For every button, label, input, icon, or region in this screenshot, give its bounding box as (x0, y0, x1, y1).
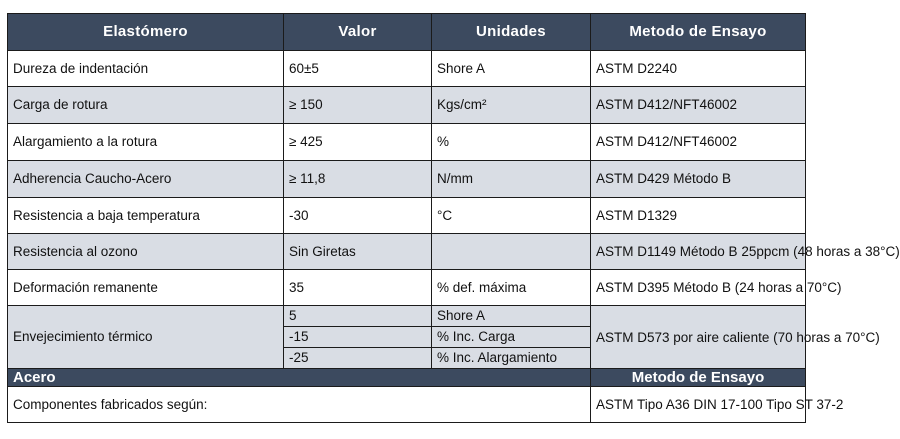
value-cell: ≥ 11,8 (284, 161, 432, 198)
property-cell: Resistencia a baja temperatura (8, 198, 284, 234)
header-unidades: Unidades (432, 14, 591, 51)
table-row (8, 234, 806, 270)
method-cell: ASTM D412/NFT46002 (591, 87, 806, 124)
steel-method-cell: ASTM Tipo A36 DIN 17-100 Tipo ST 37-2 (591, 387, 806, 423)
header-valor: Valor (284, 14, 432, 51)
steel-header: Acero (8, 369, 591, 387)
property-cell: Dureza de indentación (8, 51, 284, 87)
value-cell: ≥ 425 (284, 124, 432, 161)
property-cell: Deformación remanente (8, 270, 284, 306)
steel-row (8, 387, 806, 423)
property-cell: Carga de rotura (8, 87, 284, 124)
table-row (8, 124, 806, 161)
spec-table-container (7, 13, 900, 423)
header-elastomero: Elastómero (8, 14, 284, 51)
aging-method-cell: ASTM D573 por aire caliente (70 horas a 70°C) (591, 306, 806, 369)
aging-row (8, 306, 806, 327)
unit-cell: N/mm (432, 161, 591, 198)
aging-unit-cell: Shore A (432, 306, 591, 327)
aging-value-cell: -25 (284, 348, 432, 369)
steel-method-header: Metodo de Ensayo (591, 369, 806, 387)
unit-cell: Shore A (432, 51, 591, 87)
aging-value-cell: -15 (284, 327, 432, 348)
table-row (8, 161, 806, 198)
value-cell: ≥ 150 (284, 87, 432, 124)
header-row (8, 14, 806, 51)
method-cell: ASTM D412/NFT46002 (591, 124, 806, 161)
method-cell: ASTM D429 Método B (591, 161, 806, 198)
aging-property-cell: Envejecimiento térmico (8, 306, 284, 369)
property-cell: Alargamiento a la rotura (8, 124, 284, 161)
method-cell: ASTM D1329 (591, 198, 806, 234)
unit-cell: % def. máxima (432, 270, 591, 306)
unit-cell (432, 234, 591, 270)
method-cell: ASTM D2240 (591, 51, 806, 87)
aging-value-cell: 5 (284, 306, 432, 327)
table-row (8, 198, 806, 234)
property-cell: Resistencia al ozono (8, 234, 284, 270)
unit-cell: Kgs/cm² (432, 87, 591, 124)
method-cell: ASTM D1149 Método B 25ppcm (48 horas a 38°C) (591, 234, 806, 270)
steel-header-row (8, 369, 806, 387)
aging-unit-cell: % Inc. Carga (432, 327, 591, 348)
value-cell: Sin Giretas (284, 234, 432, 270)
header-metodo: Metodo de Ensayo (591, 14, 806, 51)
value-cell: 35 (284, 270, 432, 306)
table-row (8, 270, 806, 306)
table-row (8, 87, 806, 124)
value-cell: -30 (284, 198, 432, 234)
value-cell: 60±5 (284, 51, 432, 87)
unit-cell: % (432, 124, 591, 161)
spec-table (7, 13, 900, 423)
aging-unit-cell: % Inc. Alargamiento (432, 348, 591, 369)
property-cell: Adherencia Caucho-Acero (8, 161, 284, 198)
unit-cell: °C (432, 198, 591, 234)
steel-property-cell: Componentes fabricados según: (8, 387, 591, 423)
method-cell: ASTM D395 Método B (24 horas a 70°C) (591, 270, 806, 306)
table-row (8, 51, 806, 87)
